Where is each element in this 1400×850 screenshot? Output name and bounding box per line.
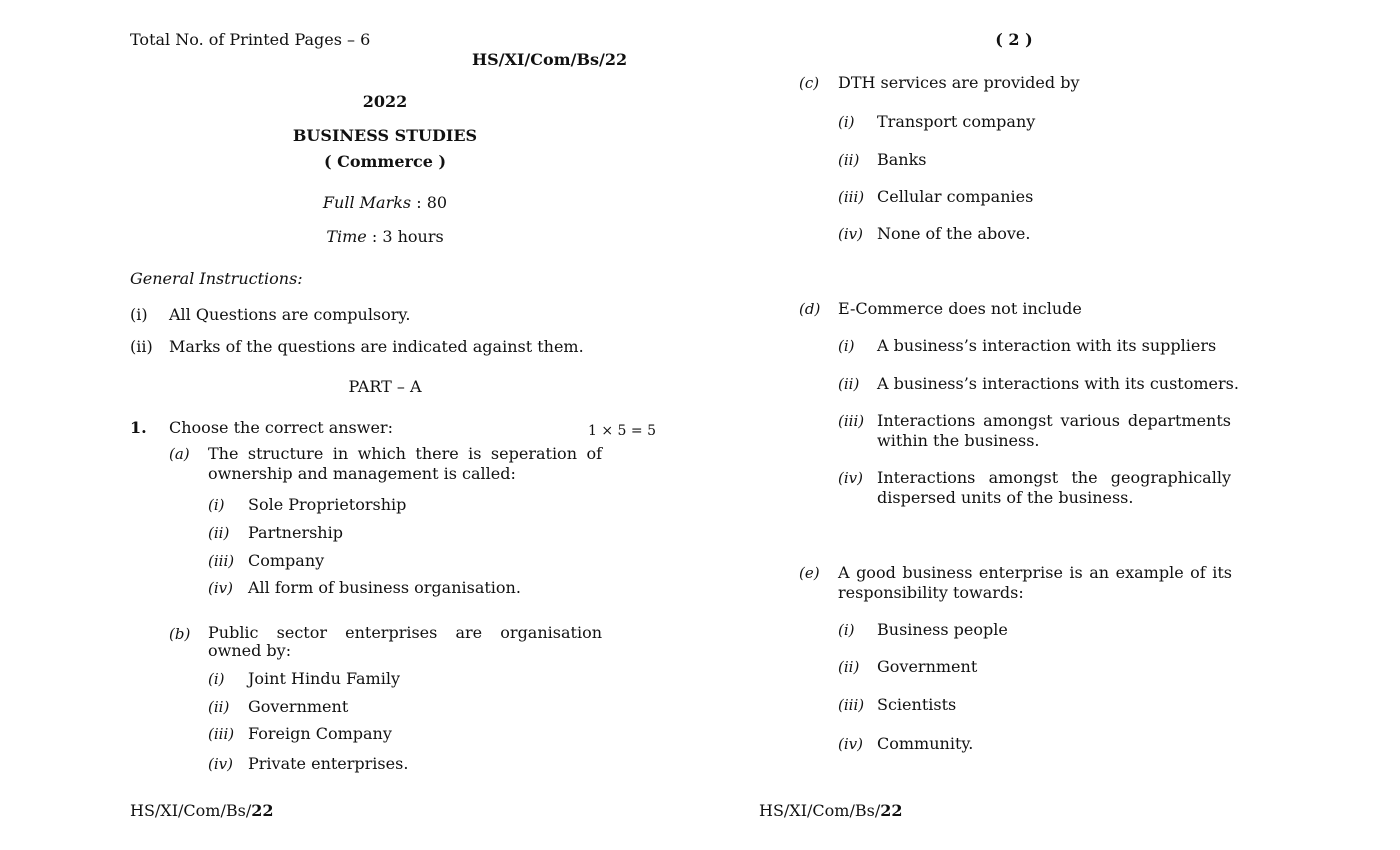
time-value: : 3 hours — [371, 227, 444, 246]
instruction-text: All Questions are compulsory. — [169, 305, 411, 324]
option-num: (iv) — [208, 755, 233, 773]
option-num: (iv) — [838, 469, 863, 487]
paper-code: HS/XI/Com/Bs/22 — [472, 50, 628, 69]
option-text: A business’s interactions with its customers. — [877, 374, 1239, 393]
option-text: Private enterprises. — [248, 754, 409, 773]
question-marks: 1 × 5 = 5 — [588, 423, 656, 439]
sub-question-label: (a) — [169, 445, 190, 463]
option-text: Foreign Company — [248, 724, 392, 743]
option-text: All form of business organisation. — [248, 578, 521, 597]
full-marks — [285, 193, 485, 213]
option-num: (iii) — [838, 696, 865, 714]
option-text: Company — [248, 551, 325, 570]
full-marks-value: : 80 — [416, 193, 448, 212]
page-number: ( 2 ) — [995, 30, 1033, 49]
general-instructions-heading: General Instructions: — [130, 269, 303, 288]
exam-year: 2022 — [362, 92, 408, 111]
full-marks-label: Full Marks — [322, 193, 412, 212]
question-text: Choose the correct answer: — [169, 418, 393, 437]
sub-question-text: E-Commerce does not include — [838, 299, 1082, 318]
option-num: (i) — [208, 670, 225, 688]
sub-question-text: The structure in which there is seperation of ownership and management is called: — [208, 444, 602, 483]
time-allowed — [285, 227, 485, 247]
sub-question-text: A good business enterprise is an example of its responsibility towards: — [838, 563, 1232, 602]
question-number: 1. — [130, 418, 147, 437]
option-num: (iii) — [838, 188, 865, 206]
option-num: (iii) — [208, 552, 235, 570]
option-num: (iv) — [838, 225, 863, 243]
option-num: (ii) — [838, 375, 860, 393]
option-text: None of the above. — [877, 224, 1031, 243]
option-num: (i) — [208, 496, 225, 514]
option-num: (i) — [838, 113, 855, 131]
option-text: Interactions amongst various departments within the business. — [877, 411, 1231, 450]
option-text: A business’s interaction with its suppliers — [877, 336, 1217, 355]
sub-question-label: (b) — [169, 625, 191, 643]
instruction-num: (ii) — [130, 337, 153, 356]
option-num: (iii) — [838, 412, 865, 430]
option-text: Sole Proprietorship — [248, 495, 407, 514]
option-text: Joint Hindu Family — [248, 669, 400, 688]
right-footer — [759, 801, 902, 821]
option-text: Government — [877, 657, 978, 676]
option-num: (iv) — [208, 579, 233, 597]
option-text: Banks — [877, 150, 927, 169]
option-text: Partnership — [248, 523, 343, 542]
footer-code: HS/XI/Com/Bs/ — [759, 801, 881, 820]
sub-question-label: (d) — [799, 300, 821, 318]
option-num: (iii) — [208, 725, 235, 743]
sub-question-label: (e) — [799, 564, 820, 582]
option-text: Cellular companies — [877, 187, 1034, 206]
left-footer — [130, 801, 273, 821]
option-num: (iv) — [838, 735, 863, 753]
option-text: Scientists — [877, 695, 957, 714]
option-num: (ii) — [838, 151, 860, 169]
subject-title: BUSINESS STUDIES — [292, 126, 478, 145]
sub-question-text: Public sector enterprises are organisation owned by: — [208, 623, 602, 660]
sub-question-label: (c) — [799, 74, 820, 92]
option-text: Interactions amongst the geographically dispersed units of the business. — [877, 468, 1231, 507]
stream-title: ( Commerce ) — [323, 152, 447, 171]
sub-question-text: DTH services are provided by — [838, 73, 1080, 92]
option-text: Business people — [877, 620, 1008, 639]
part-heading: PART – A — [348, 377, 422, 396]
instruction-text: Marks of the questions are indicated against them. — [169, 337, 584, 356]
option-num: (i) — [838, 337, 855, 355]
instruction-num: (i) — [130, 305, 148, 324]
option-text: Transport company — [877, 112, 1036, 131]
option-text: Community. — [877, 734, 974, 753]
option-num: (i) — [838, 621, 855, 639]
footer-code-year: 22 — [880, 801, 903, 820]
time-label: Time — [326, 227, 367, 246]
option-text: Government — [248, 697, 349, 716]
option-num: (ii) — [838, 658, 860, 676]
option-num: (ii) — [208, 524, 230, 542]
total-pages: Total No. of Printed Pages – 6 — [130, 30, 371, 49]
footer-code-year: 22 — [251, 801, 274, 820]
option-num: (ii) — [208, 698, 230, 716]
footer-code: HS/XI/Com/Bs/ — [130, 801, 252, 820]
